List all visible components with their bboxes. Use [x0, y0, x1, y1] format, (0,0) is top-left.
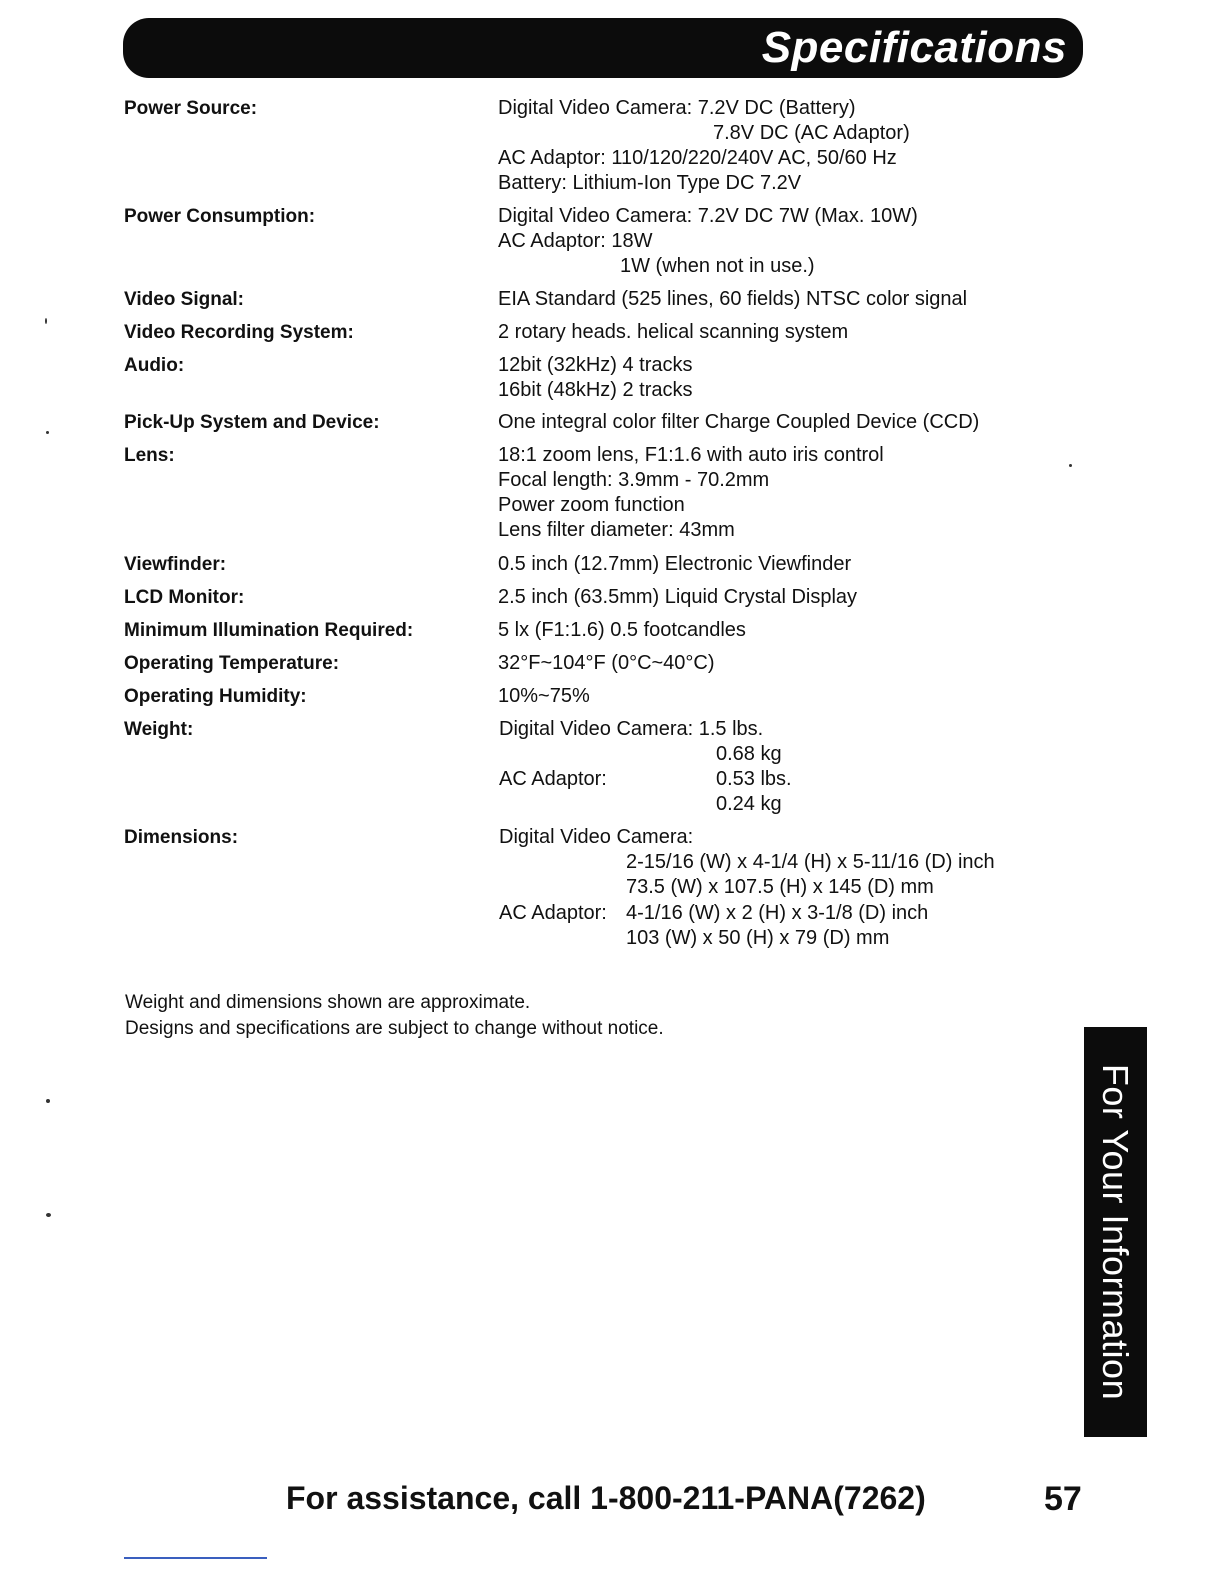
spec-value: 2 rotary heads. helical scanning system: [498, 321, 849, 343]
spec-value: 2-15/16 (W) x 4-1/4 (H) x 5-11/16 (D) inch: [626, 851, 995, 873]
spec-label: Dimensions:: [124, 827, 239, 848]
spec-label: LCD Monitor:: [124, 587, 245, 608]
spec-value: 32°F~104°F (0°C~40°C): [498, 652, 715, 674]
spec-label: Video Signal:: [124, 289, 245, 310]
spec-value: 0.68 kg: [716, 743, 782, 765]
spec-value: 5 lx (F1:1.6) 0.5 footcandles: [498, 619, 746, 641]
spec-value: 7.8V DC (AC Adaptor): [713, 122, 910, 144]
spec-label: Weight:: [124, 719, 194, 740]
spec-label: Operating Humidity:: [124, 686, 307, 707]
spec-value: Digital Video Camera: 7.2V DC 7W (Max. 10W): [498, 205, 918, 227]
spec-label: Operating Temperature:: [124, 653, 340, 674]
spec-value: 4-1/16 (W) x 2 (H) x 3-1/8 (D) inch: [626, 902, 929, 924]
scan-mark: [1069, 464, 1072, 467]
section-side-tab: [1084, 1027, 1147, 1437]
spec-label: Viewfinder:: [124, 554, 227, 575]
spec-label: Power Consumption:: [124, 206, 316, 227]
spec-value: One integral color filter Charge Coupled Device (CCD): [498, 411, 980, 433]
spec-value: Digital Video Camera:: [499, 826, 694, 848]
spec-value: AC Adaptor: 110/120/220/240V AC, 50/60 Hz: [498, 147, 897, 169]
spec-value: 12bit (32kHz) 4 tracks: [498, 354, 693, 376]
footnotes: [125, 990, 664, 1042]
note-subject-to-change: Designs and specifications are subject to change without notice.: [125, 1018, 664, 1039]
spec-value: EIA Standard (525 lines, 60 fields) NTSC color signal: [498, 288, 968, 310]
spec-label: Power Source:: [124, 98, 258, 119]
spec-label: Lens:: [124, 445, 175, 466]
spec-value: Digital Video Camera: 1.5 lbs.: [499, 718, 764, 740]
scan-mark: [45, 318, 47, 324]
bottom-divider: [124, 1557, 267, 1559]
spec-value: 2.5 inch (63.5mm) Liquid Crystal Display: [498, 586, 858, 608]
spec-value: 0.53 lbs.: [716, 768, 792, 790]
spec-value: 73.5 (W) x 107.5 (H) x 145 (D) mm: [626, 876, 934, 898]
spec-label: Video Recording System:: [124, 322, 354, 343]
spec-value: AC Adaptor:: [499, 768, 607, 790]
page-title: Specifications: [761, 23, 1067, 72]
scan-mark: [46, 431, 49, 434]
spec-value: Battery: Lithium-Ion Type DC 7.2V: [498, 172, 802, 194]
spec-value: 18:1 zoom lens, F1:1.6 with auto iris control: [498, 444, 884, 466]
spec-label: Audio:: [124, 355, 185, 376]
spec-value: 103 (W) x 50 (H) x 79 (D) mm: [626, 927, 890, 949]
spec-value: Lens filter diameter: 43mm: [498, 519, 735, 541]
page-number: 57: [1044, 1480, 1082, 1518]
spec-value: AC Adaptor:: [499, 902, 607, 924]
spec-label: Pick-Up System and Device:: [124, 412, 380, 433]
spec-value: 0.24 kg: [716, 793, 782, 815]
spec-value: Digital Video Camera: 7.2V DC (Battery): [498, 97, 856, 119]
side-tab-label: For Your Information: [1095, 1063, 1136, 1401]
scan-mark: [46, 1099, 50, 1103]
spec-value: 0.5 inch (12.7mm) Electronic Viewfinder: [498, 553, 852, 575]
spec-value: 1W (when not in use.): [620, 255, 815, 277]
note-approximate: Weight and dimensions shown are approximate.: [125, 992, 531, 1013]
spec-value: AC Adaptor: 18W: [498, 230, 653, 252]
scan-mark: [46, 1213, 51, 1217]
spec-label: Minimum Illumination Required:: [124, 620, 414, 641]
assistance-footer: For assistance, call 1-800-211-PANA(7262): [286, 1480, 926, 1516]
spec-value: 10%~75%: [498, 685, 590, 707]
section-header-bar: [123, 18, 1083, 78]
spec-value: 16bit (48kHz) 2 tracks: [498, 379, 693, 401]
spec-value: Focal length: 3.9mm - 70.2mm: [498, 469, 770, 491]
spec-value: Power zoom function: [498, 494, 685, 516]
